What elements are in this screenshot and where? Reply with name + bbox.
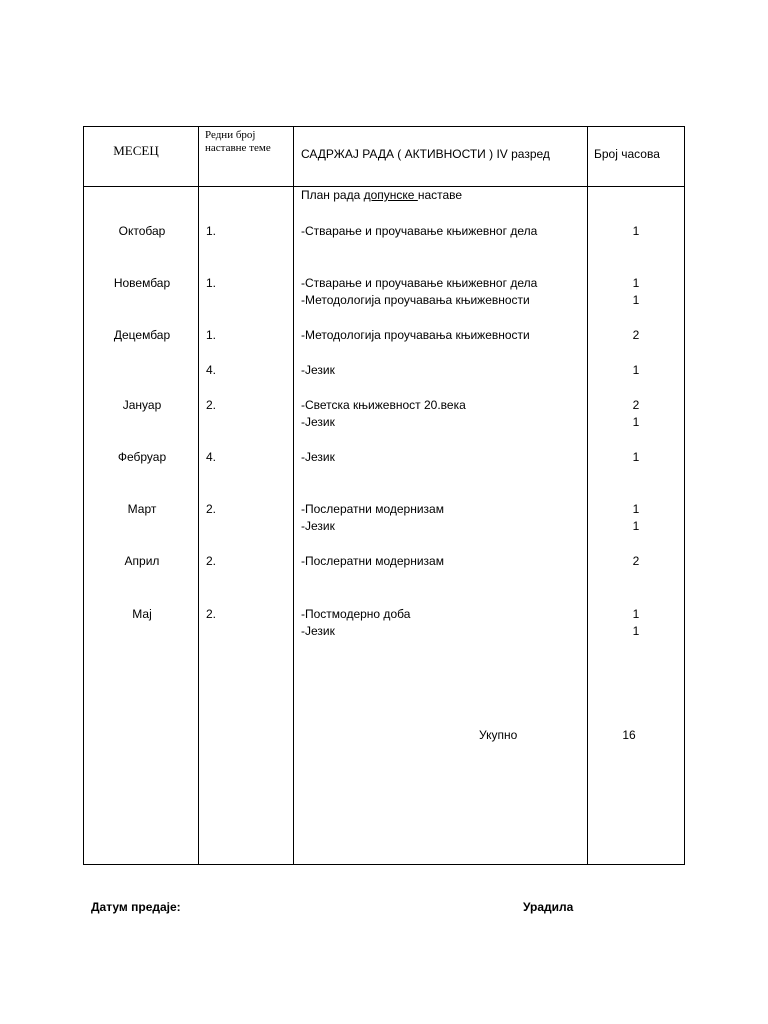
row-hours: 1 [632,276,640,290]
row-number: 2. [206,502,217,516]
column-divider [198,127,199,864]
row-month: Јануар [122,398,162,412]
row-hours: 2 [632,328,640,342]
row-month: Децембар [113,328,171,342]
row-content: -Постмодерно доба [301,607,411,621]
row-month: Мај [132,607,152,621]
row-content: -Методологија проучавања књижевности [301,293,530,307]
header-month: МЕСЕЦ [113,143,159,158]
row-content: -Методологија проучавања књижевности [301,328,530,342]
row-number: 1. [206,224,217,238]
row-content: -Језик [301,363,335,377]
row-hours: 1 [632,607,640,621]
total-value: 16 [622,728,636,742]
row-hours: 1 [632,363,640,377]
row-hours: 1 [632,624,640,638]
row-month: Фебруар [117,450,167,464]
row-month: Април [124,554,160,568]
row-hours: 1 [632,519,640,533]
row-hours: 1 [632,450,640,464]
row-month: Март [127,502,157,516]
row-content: -Стварање и проучавање књижевног дела [301,224,538,238]
row-number: 4. [206,363,217,377]
row-content: -Језик [301,415,335,429]
signed-by-label: Урадила [523,900,574,914]
submission-date-label: Датум предаје: [91,900,181,914]
row-number: 2. [206,554,217,568]
total-label: Укупно [479,728,518,742]
row-number: 2. [206,607,217,621]
row-number: 2. [206,398,217,412]
row-content: -Стварање и проучавање књижевног дела [301,276,538,290]
row-content: -Послератни модернизам [301,554,444,568]
row-content: -Светска књижевност 20.века [301,398,466,412]
row-number: 1. [206,276,217,290]
row-number: 4. [206,450,217,464]
row-month: Октобар [118,224,166,238]
plan-table [83,126,685,865]
plan-title: План рада допунске наставе [301,188,463,202]
row-content: -Језик [301,624,335,638]
row-number: 1. [206,328,217,342]
row-hours: 2 [632,398,640,412]
header-divider [84,186,684,187]
row-hours: 1 [632,224,640,238]
header-content: САДРЖАЈ РАДА ( АКТИВНОСТИ ) IV разред [301,147,550,161]
row-content: -Језик [301,450,335,464]
header-number: Редни број наставне теме [205,129,271,154]
header-hours: Број часова [594,147,660,161]
row-content: -Послератни модернизам [301,502,444,516]
row-hours: 1 [632,502,640,516]
row-month: Новембар [113,276,171,290]
column-divider [587,127,588,864]
row-content: -Језик [301,519,335,533]
row-hours: 2 [632,554,640,568]
column-divider [293,127,294,864]
row-hours: 1 [632,293,640,307]
row-hours: 1 [632,415,640,429]
